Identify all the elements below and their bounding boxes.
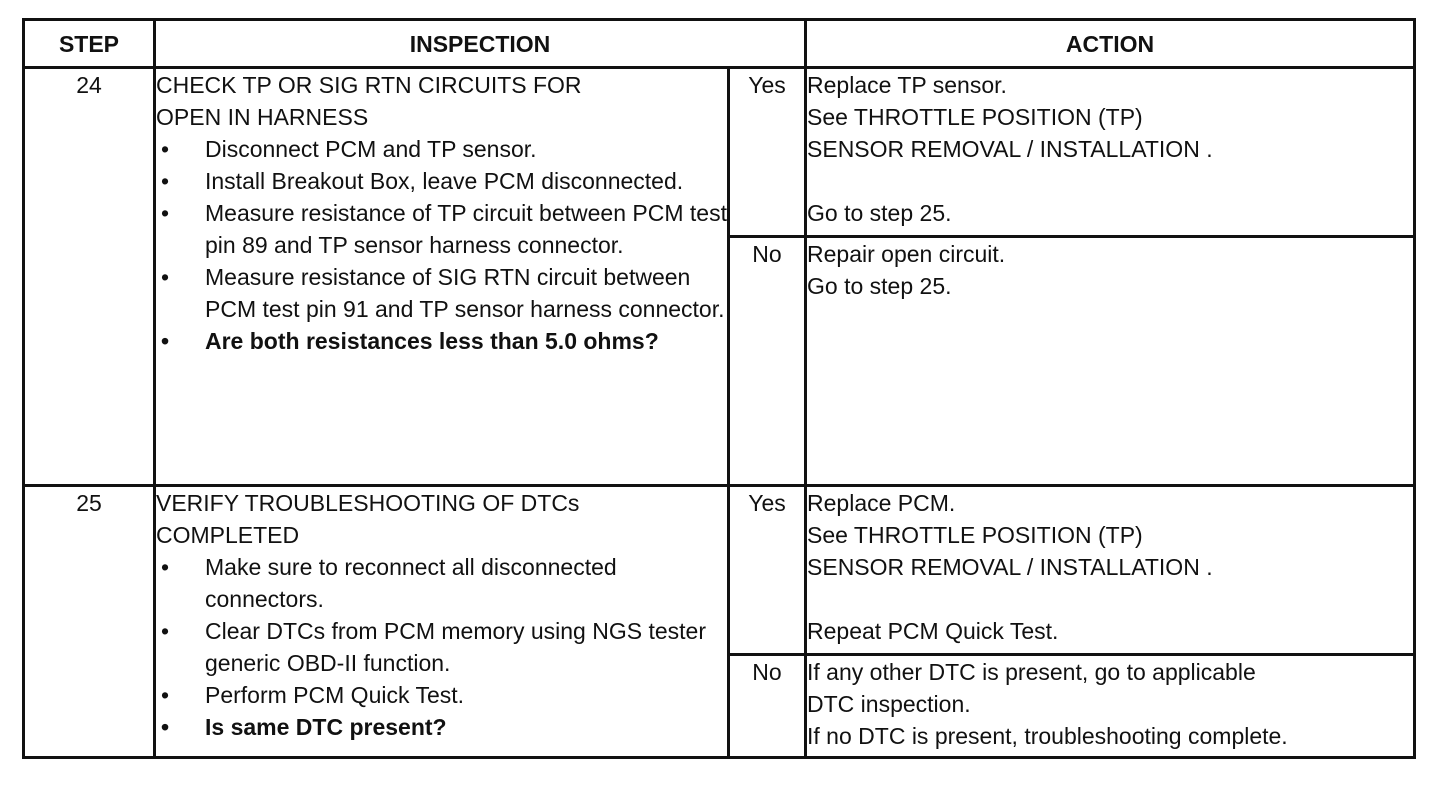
action-column-header: ACTION xyxy=(806,20,1415,68)
step-number: 24 xyxy=(24,68,155,486)
list-item: • Install Breakout Box, leave PCM disconnected. xyxy=(156,165,727,197)
list-item: • Measure resistance of TP circuit between PCM test pin 89 and TP sensor harness connector. xyxy=(156,197,727,261)
inspection-title: VERIFY TROUBLESHOOTING OF DTCs COMPLETED xyxy=(156,490,580,548)
inspection-column-header: INSPECTION xyxy=(155,20,806,68)
step-24-yes-row xyxy=(24,68,1415,237)
troubleshooting-table xyxy=(22,18,1416,759)
step-number: 25 xyxy=(24,486,155,758)
step-column-header: STEP xyxy=(24,20,155,68)
inspection-steps xyxy=(156,551,727,743)
list-item: • Measure resistance of SIG RTN circuit between PCM test pin 91 and TP sensor harness connector. xyxy=(156,261,727,325)
list-item: • Disconnect PCM and TP sensor. xyxy=(156,133,727,165)
inspection-steps xyxy=(156,133,727,357)
answer-no: No xyxy=(729,655,806,758)
inspection-question: • Are both resistances less than 5.0 ohms? xyxy=(156,325,727,357)
inspection-cell xyxy=(155,68,729,486)
list-item: • Make sure to reconnect all disconnected connectors. xyxy=(156,551,727,615)
answer-no: No xyxy=(729,237,806,486)
inspection-cell xyxy=(155,486,729,758)
list-item: • Clear DTCs from PCM memory using NGS tester generic OBD-II function. xyxy=(156,615,727,679)
header-row xyxy=(24,20,1415,68)
inspection-title: CHECK TP OR SIG RTN CIRCUITS FOR OPEN IN HARNESS xyxy=(156,72,582,130)
inspection-question: • Is same DTC present? xyxy=(156,711,727,743)
action-yes: Replace TP sensor. See THROTTLE POSITION (TP) SENSOR REMOVAL / INSTALLATION . Go to step 25. xyxy=(806,68,1415,237)
answer-yes: Yes xyxy=(729,68,806,237)
action-no: If any other DTC is present, go to applicable DTC inspection. If no DTC is present, troubleshooting complete. xyxy=(806,655,1415,758)
answer-yes: Yes xyxy=(729,486,806,655)
step-25-yes-row xyxy=(24,486,1415,655)
action-yes: Replace PCM. See THROTTLE POSITION (TP) SENSOR REMOVAL / INSTALLATION . Repeat PCM Quick Test. xyxy=(806,486,1415,655)
list-item: • Perform PCM Quick Test. xyxy=(156,679,727,711)
action-no: Repair open circuit. Go to step 25. xyxy=(806,237,1415,486)
